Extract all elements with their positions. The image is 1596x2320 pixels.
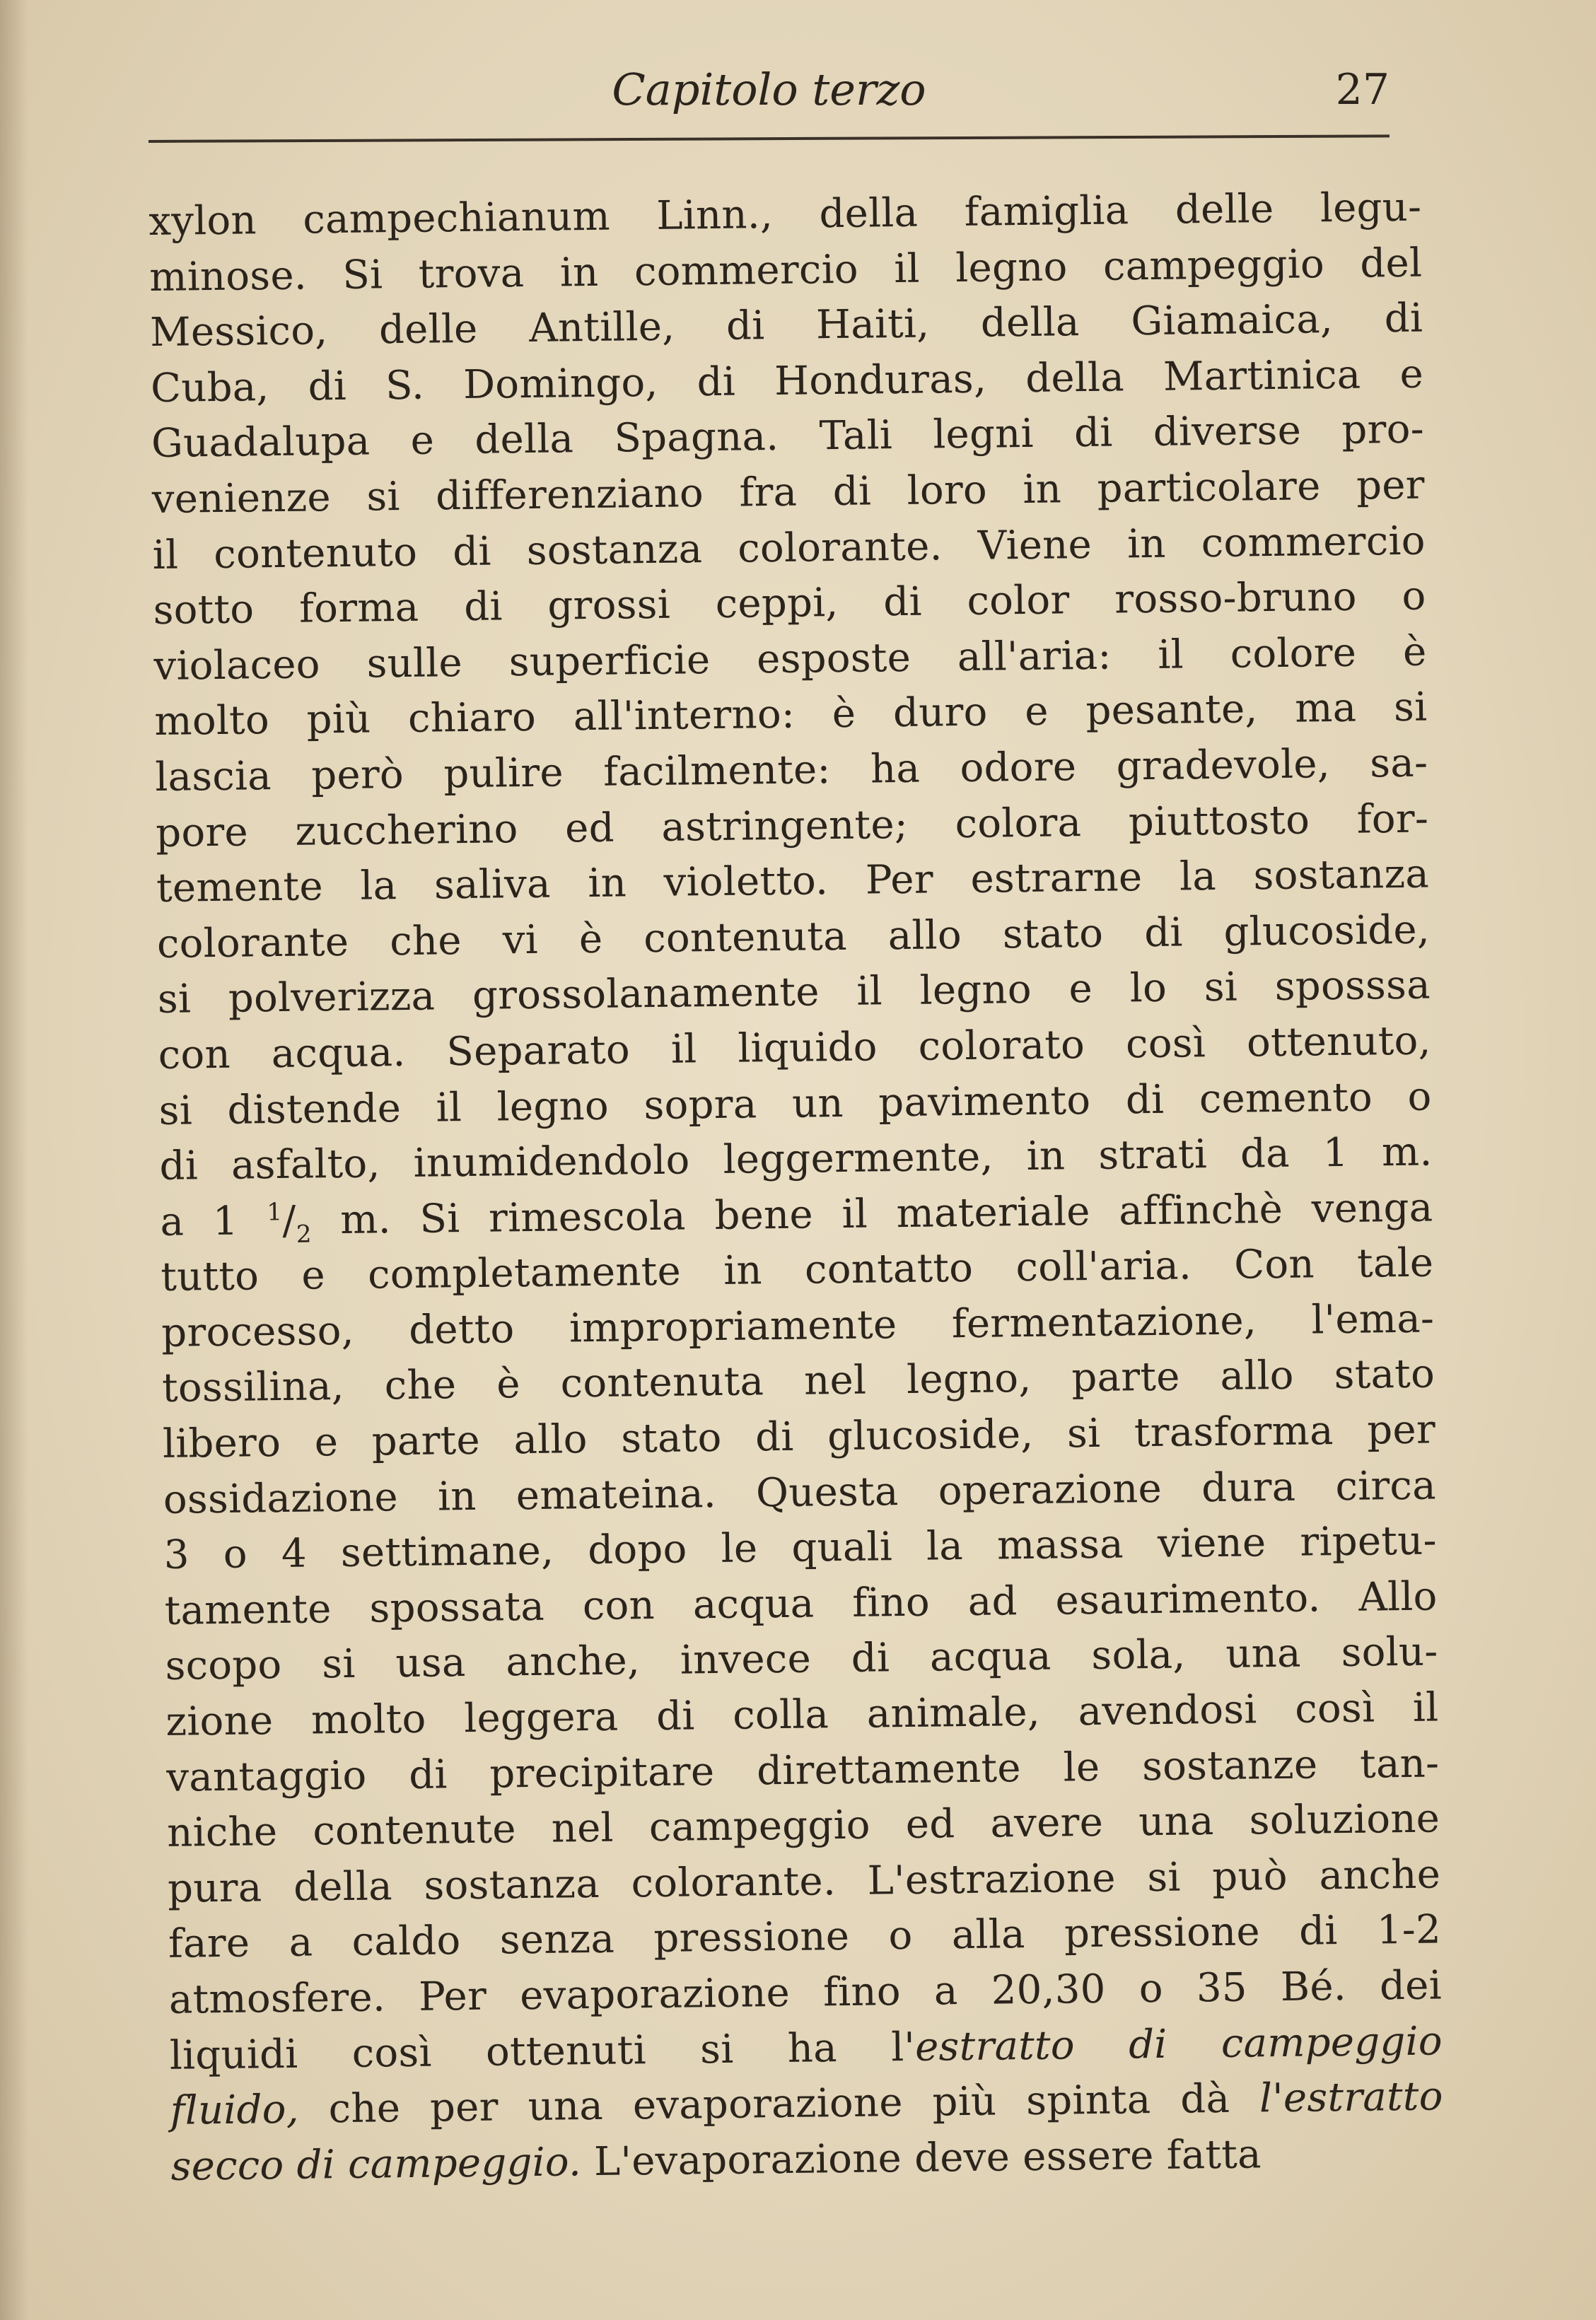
italic-line-end: L'evaporazione deve essere fatta [581, 2131, 1262, 2186]
text-line: Messico, delle Antille, di Haiti, della Giamaica, di [149, 295, 1423, 356]
text-line: vantaggio di precipitare direttamente le sostanze tan- [166, 1740, 1440, 1801]
fraction-line-end: m. Si rimescola bene il materiale affinchè venga [339, 1184, 1433, 1243]
text-line: atmosfere. Per evaporazione fino a 20,30 o 35 Bé. dei [168, 1962, 1443, 2023]
text-line: violaceo sulle superficie esposte all'aria: il colore è [153, 629, 1427, 689]
fraction-line-start: a 1 [160, 1198, 239, 1245]
body-text [148, 180, 1444, 2196]
text-line: di asfalto, inumidendolo leggermente, in strati da 1 m. [159, 1129, 1433, 1190]
text-line: ossidazione in emateina. Questa operazione dura circa [163, 1462, 1437, 1523]
fraction-denominator: 2 [296, 1220, 313, 1249]
text-line: libero e parte allo stato di glucoside, si trasforma per [162, 1406, 1436, 1467]
text-line: lascia però pulire facilmente: ha odore gradevole, sa- [154, 740, 1428, 800]
page-number: 27 [1335, 65, 1390, 115]
text-line: tamente spossata con acqua fino ad esaurimento. Allo [164, 1573, 1438, 1634]
italic-line-start: liquidi così ottenuti si ha l' [169, 2024, 916, 2079]
text-line: tossilina, che è contenuta nel legno, parte allo stato [161, 1351, 1435, 1412]
text-line: con acqua. Separato il liquido colorato così ottenuto, [158, 1018, 1432, 1078]
fraction-numerator: 1 [267, 1197, 283, 1227]
text-line: sotto forma di grossi ceppi, di color rosso-bruno o [153, 573, 1426, 634]
text-line-fraction: a 1 $^1/_2$ m. Si rimescola bene il materiale affinchè venga [160, 1184, 1433, 1249]
text-line: il contenuto di sostanza colorante. Viene in commercio [152, 518, 1426, 578]
text-line: Cuba, di S. Domingo, di Honduras, della Martinica e [150, 351, 1424, 412]
text-line: venienze si differenziano fra di loro in particolare per [151, 462, 1426, 523]
italic-line-middle: che per una evaporazione più spinta dà [298, 2075, 1260, 2133]
header-rule [148, 134, 1390, 143]
text-line: scopo si usa anche, invece di acqua sola, una solu- [165, 1628, 1438, 1690]
text-line: fare a caldo senza pressione o alla pressione di 1-2 [168, 1906, 1442, 1968]
running-title: Capitolo terzo [612, 64, 926, 115]
italic-term-secco: secco di campeggio. [170, 2139, 582, 2190]
text-line: temente la saliva in violetto. Per estrarne la sostanza [156, 851, 1430, 912]
italic-term-fluido: fluido, [170, 2086, 300, 2135]
text-line: processo, detto impropriamente fermentazione, l'ema- [161, 1295, 1435, 1356]
text-line: 3 o 4 settimane, dopo le quali la massa viene ripetu- [163, 1517, 1438, 1579]
text-line: Guadalupa e della Spagna. Tali legni di diverse pro- [151, 406, 1425, 467]
text-line: tutto e completamente in contatto coll'aria. Con tale [161, 1240, 1434, 1301]
italic-term-estratto: l'estratto [1259, 2073, 1444, 2122]
text-line: pura della sostanza colorante. L'estrazione si può anche [167, 1851, 1441, 1912]
text-line: niche contenute nel campeggio ed avere una soluzione [166, 1795, 1440, 1857]
text-line: pore zuccherino ed astringente; colora piuttosto for- [155, 795, 1429, 856]
page-gutter-shadow [0, 0, 28, 2320]
text-line: si distende il legno sopra un pavimento di cemento o [158, 1073, 1432, 1134]
text-line: minose. Si trova in commercio il legno campeggio del [148, 240, 1423, 301]
text-line: molto più chiaro all'interno: è duro e pesante, ma si [154, 684, 1428, 745]
text-line: zione molto leggera di colla animale, avendosi così il [165, 1684, 1439, 1745]
text-line: si polverizza grossolanamente il legno e lo si sposssa [157, 962, 1431, 1023]
text-line: colorante che vi è contenuta allo stato di glucoside, [156, 907, 1431, 967]
page-header [148, 57, 1390, 141]
italic-term-estratto-fluido: estratto di campeggio [914, 2018, 1443, 2070]
text-line: xylon campechianum Linn., della famiglia delle legu- [148, 184, 1422, 245]
